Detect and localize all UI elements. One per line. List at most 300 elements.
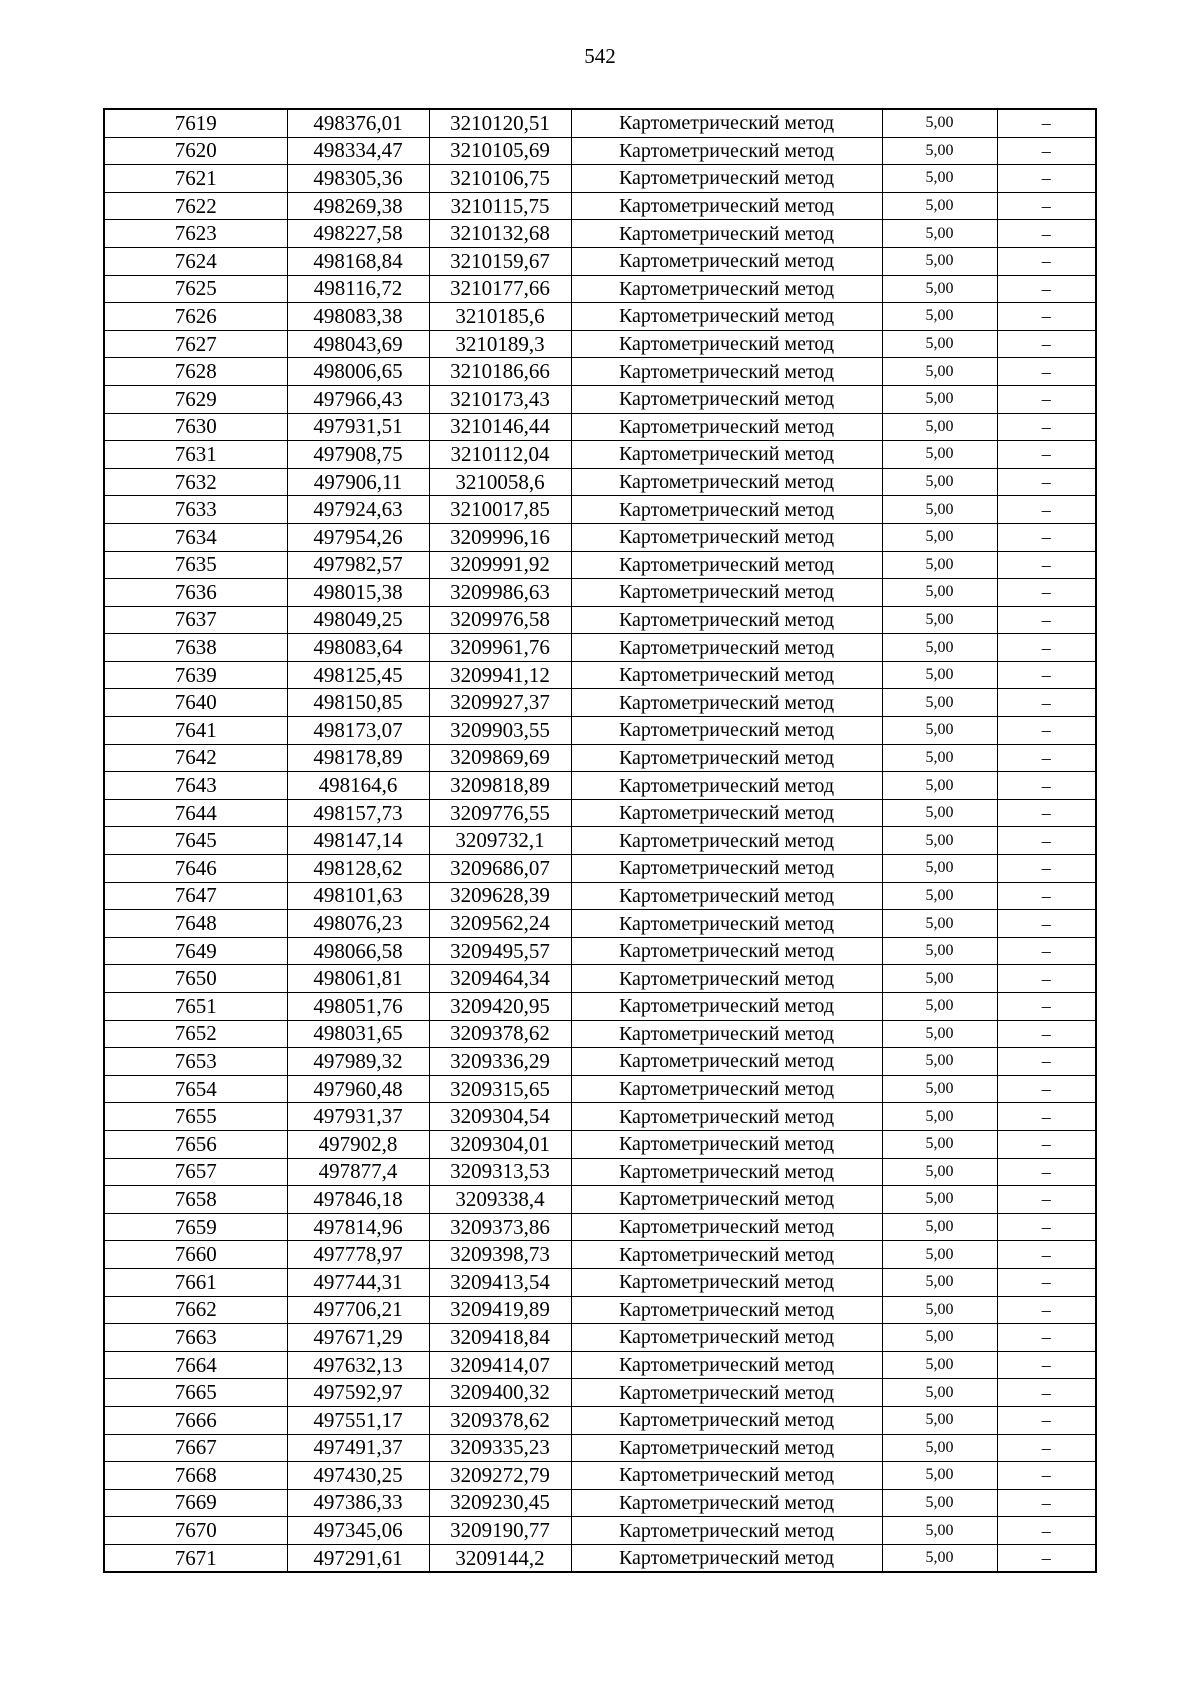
extra-cell: – <box>997 799 1096 827</box>
table-row <box>104 827 1096 855</box>
x-coordinate-cell: 497924,63 <box>287 496 429 524</box>
point-number-cell: 7662 <box>104 1296 287 1324</box>
x-coordinate-cell: 498083,38 <box>287 303 429 331</box>
table-row <box>104 855 1096 883</box>
method-cell: Картометрический метод <box>571 579 882 607</box>
point-number-cell: 7644 <box>104 799 287 827</box>
y-coordinate-cell: 3209313,53 <box>429 1158 571 1186</box>
method-cell: Картометрический метод <box>571 441 882 469</box>
point-number-cell: 7656 <box>104 1130 287 1158</box>
extra-cell: – <box>997 1379 1096 1407</box>
point-number-cell: 7636 <box>104 579 287 607</box>
x-coordinate-cell: 498128,62 <box>287 855 429 883</box>
table-row <box>104 1351 1096 1379</box>
table-row <box>104 137 1096 165</box>
x-coordinate-cell: 498061,81 <box>287 965 429 993</box>
extra-cell: – <box>997 1186 1096 1214</box>
method-cell: Картометрический метод <box>571 303 882 331</box>
x-coordinate-cell: 497345,06 <box>287 1517 429 1545</box>
point-number-cell: 7641 <box>104 717 287 745</box>
point-number-cell: 7659 <box>104 1213 287 1241</box>
table-row <box>104 1020 1096 1048</box>
table-row <box>104 496 1096 524</box>
method-cell: Картометрический метод <box>571 1186 882 1214</box>
y-coordinate-cell: 3209272,79 <box>429 1462 571 1490</box>
extra-cell: – <box>997 275 1096 303</box>
method-cell: Картометрический метод <box>571 109 882 137</box>
table-row <box>104 799 1096 827</box>
y-coordinate-cell: 3209686,07 <box>429 855 571 883</box>
y-coordinate-cell: 3210146,44 <box>429 413 571 441</box>
table-row <box>104 689 1096 717</box>
x-coordinate-cell: 497592,97 <box>287 1379 429 1407</box>
method-cell: Картометрический метод <box>571 1296 882 1324</box>
accuracy-cell: 5,00 <box>882 772 997 800</box>
accuracy-cell: 5,00 <box>882 109 997 137</box>
point-number-cell: 7624 <box>104 247 287 275</box>
extra-cell: – <box>997 993 1096 1021</box>
method-cell: Картометрический метод <box>571 220 882 248</box>
method-cell: Картометрический метод <box>571 717 882 745</box>
y-coordinate-cell: 3209941,12 <box>429 661 571 689</box>
point-number-cell: 7630 <box>104 413 287 441</box>
y-coordinate-cell: 3209144,2 <box>429 1544 571 1572</box>
y-coordinate-cell: 3209400,32 <box>429 1379 571 1407</box>
extra-cell: – <box>997 220 1096 248</box>
table-row <box>104 1434 1096 1462</box>
point-number-cell: 7620 <box>104 137 287 165</box>
y-coordinate-cell: 3210173,43 <box>429 385 571 413</box>
method-cell: Картометрический метод <box>571 330 882 358</box>
method-cell: Картометрический метод <box>571 634 882 662</box>
method-cell: Картометрический метод <box>571 137 882 165</box>
accuracy-cell: 5,00 <box>882 1324 997 1352</box>
method-cell: Картометрический метод <box>571 772 882 800</box>
table-row <box>104 523 1096 551</box>
method-cell: Картометрический метод <box>571 1351 882 1379</box>
point-number-cell: 7661 <box>104 1268 287 1296</box>
accuracy-cell: 5,00 <box>882 1186 997 1214</box>
accuracy-cell: 5,00 <box>882 275 997 303</box>
x-coordinate-cell: 497846,18 <box>287 1186 429 1214</box>
point-number-cell: 7655 <box>104 1103 287 1131</box>
x-coordinate-cell: 497291,61 <box>287 1544 429 1572</box>
y-coordinate-cell: 3209373,86 <box>429 1213 571 1241</box>
y-coordinate-cell: 3209418,84 <box>429 1324 571 1352</box>
x-coordinate-cell: 497491,37 <box>287 1434 429 1462</box>
table-row <box>104 468 1096 496</box>
x-coordinate-cell: 497814,96 <box>287 1213 429 1241</box>
y-coordinate-cell: 3209413,54 <box>429 1268 571 1296</box>
y-coordinate-cell: 3209190,77 <box>429 1517 571 1545</box>
accuracy-cell: 5,00 <box>882 661 997 689</box>
method-cell: Картометрический метод <box>571 1489 882 1517</box>
table-row <box>104 1158 1096 1186</box>
point-number-cell: 7654 <box>104 1075 287 1103</box>
extra-cell: – <box>997 1158 1096 1186</box>
accuracy-cell: 5,00 <box>882 1379 997 1407</box>
extra-cell: – <box>997 1434 1096 1462</box>
method-cell: Картометрический метод <box>571 247 882 275</box>
table-row <box>104 247 1096 275</box>
method-cell: Картометрический метод <box>571 192 882 220</box>
x-coordinate-cell: 497877,4 <box>287 1158 429 1186</box>
point-number-cell: 7645 <box>104 827 287 855</box>
method-cell: Картометрический метод <box>571 1213 882 1241</box>
point-number-cell: 7658 <box>104 1186 287 1214</box>
accuracy-cell: 5,00 <box>882 855 997 883</box>
table-row <box>104 993 1096 1021</box>
table-row <box>104 1268 1096 1296</box>
y-coordinate-cell: 3209996,16 <box>429 523 571 551</box>
x-coordinate-cell: 498376,01 <box>287 109 429 137</box>
y-coordinate-cell: 3209230,45 <box>429 1489 571 1517</box>
y-coordinate-cell: 3209961,76 <box>429 634 571 662</box>
extra-cell: – <box>997 330 1096 358</box>
x-coordinate-cell: 497931,51 <box>287 413 429 441</box>
accuracy-cell: 5,00 <box>882 827 997 855</box>
method-cell: Картометрический метод <box>571 827 882 855</box>
extra-cell: – <box>997 1517 1096 1545</box>
extra-cell: – <box>997 772 1096 800</box>
table-row <box>104 744 1096 772</box>
x-coordinate-cell: 498305,36 <box>287 165 429 193</box>
table-row <box>104 1324 1096 1352</box>
y-coordinate-cell: 3209991,92 <box>429 551 571 579</box>
accuracy-cell: 5,00 <box>882 1544 997 1572</box>
y-coordinate-cell: 3210177,66 <box>429 275 571 303</box>
method-cell: Картометрический метод <box>571 1379 882 1407</box>
point-number-cell: 7664 <box>104 1351 287 1379</box>
accuracy-cell: 5,00 <box>882 330 997 358</box>
accuracy-cell: 5,00 <box>882 606 997 634</box>
y-coordinate-cell: 3209419,89 <box>429 1296 571 1324</box>
point-number-cell: 7660 <box>104 1241 287 1269</box>
point-number-cell: 7637 <box>104 606 287 634</box>
x-coordinate-cell: 498157,73 <box>287 799 429 827</box>
table-row <box>104 1075 1096 1103</box>
method-cell: Картометрический метод <box>571 1020 882 1048</box>
extra-cell: – <box>997 137 1096 165</box>
extra-cell: – <box>997 1324 1096 1352</box>
x-coordinate-cell: 497966,43 <box>287 385 429 413</box>
y-coordinate-cell: 3210189,3 <box>429 330 571 358</box>
x-coordinate-cell: 498083,64 <box>287 634 429 662</box>
x-coordinate-cell: 498015,38 <box>287 579 429 607</box>
accuracy-cell: 5,00 <box>882 993 997 1021</box>
x-coordinate-cell: 498178,89 <box>287 744 429 772</box>
y-coordinate-cell: 3209562,24 <box>429 910 571 938</box>
accuracy-cell: 5,00 <box>882 1296 997 1324</box>
x-coordinate-cell: 498269,38 <box>287 192 429 220</box>
point-number-cell: 7626 <box>104 303 287 331</box>
extra-cell: – <box>997 165 1096 193</box>
table-row <box>104 1489 1096 1517</box>
method-cell: Картометрический метод <box>571 551 882 579</box>
accuracy-cell: 5,00 <box>882 165 997 193</box>
x-coordinate-cell: 497906,11 <box>287 468 429 496</box>
accuracy-cell: 5,00 <box>882 247 997 275</box>
table-row <box>104 965 1096 993</box>
method-cell: Картометрический метод <box>571 413 882 441</box>
point-number-cell: 7650 <box>104 965 287 993</box>
coordinates-table-body <box>104 109 1096 1572</box>
accuracy-cell: 5,00 <box>882 1351 997 1379</box>
x-coordinate-cell: 497706,21 <box>287 1296 429 1324</box>
method-cell: Картометрический метод <box>571 1324 882 1352</box>
table-row <box>104 579 1096 607</box>
point-number-cell: 7671 <box>104 1544 287 1572</box>
method-cell: Картометрический метод <box>571 606 882 634</box>
method-cell: Картометрический метод <box>571 1075 882 1103</box>
method-cell: Картометрический метод <box>571 1544 882 1572</box>
extra-cell: – <box>997 1130 1096 1158</box>
accuracy-cell: 5,00 <box>882 413 997 441</box>
x-coordinate-cell: 498031,65 <box>287 1020 429 1048</box>
method-cell: Картометрический метод <box>571 882 882 910</box>
point-number-cell: 7623 <box>104 220 287 248</box>
method-cell: Картометрический метод <box>571 1048 882 1076</box>
extra-cell: – <box>997 1241 1096 1269</box>
x-coordinate-cell: 497430,25 <box>287 1462 429 1490</box>
x-coordinate-cell: 498049,25 <box>287 606 429 634</box>
y-coordinate-cell: 3209335,23 <box>429 1434 571 1462</box>
table-row <box>104 358 1096 386</box>
extra-cell: – <box>997 1489 1096 1517</box>
accuracy-cell: 5,00 <box>882 220 997 248</box>
table-row <box>104 220 1096 248</box>
x-coordinate-cell: 497744,31 <box>287 1268 429 1296</box>
accuracy-cell: 5,00 <box>882 137 997 165</box>
method-cell: Картометрический метод <box>571 1130 882 1158</box>
table-row <box>104 1186 1096 1214</box>
point-number-cell: 7653 <box>104 1048 287 1076</box>
extra-cell: – <box>997 1544 1096 1572</box>
point-number-cell: 7619 <box>104 109 287 137</box>
point-number-cell: 7638 <box>104 634 287 662</box>
point-number-cell: 7670 <box>104 1517 287 1545</box>
table-row <box>104 882 1096 910</box>
x-coordinate-cell: 498125,45 <box>287 661 429 689</box>
point-number-cell: 7663 <box>104 1324 287 1352</box>
point-number-cell: 7643 <box>104 772 287 800</box>
extra-cell: – <box>997 1296 1096 1324</box>
accuracy-cell: 5,00 <box>882 1075 997 1103</box>
x-coordinate-cell: 498101,63 <box>287 882 429 910</box>
y-coordinate-cell: 3209732,1 <box>429 827 571 855</box>
extra-cell: – <box>997 551 1096 579</box>
y-coordinate-cell: 3209304,54 <box>429 1103 571 1131</box>
y-coordinate-cell: 3210106,75 <box>429 165 571 193</box>
method-cell: Картометрический метод <box>571 661 882 689</box>
table-row <box>104 1379 1096 1407</box>
accuracy-cell: 5,00 <box>882 744 997 772</box>
x-coordinate-cell: 498164,6 <box>287 772 429 800</box>
accuracy-cell: 5,00 <box>882 523 997 551</box>
table-row <box>104 1241 1096 1269</box>
y-coordinate-cell: 3210120,51 <box>429 109 571 137</box>
y-coordinate-cell: 3209420,95 <box>429 993 571 1021</box>
table-row <box>104 1544 1096 1572</box>
y-coordinate-cell: 3210186,66 <box>429 358 571 386</box>
table-row <box>104 109 1096 137</box>
point-number-cell: 7649 <box>104 937 287 965</box>
table-row <box>104 1213 1096 1241</box>
y-coordinate-cell: 3209315,65 <box>429 1075 571 1103</box>
table-row <box>104 910 1096 938</box>
point-number-cell: 7621 <box>104 165 287 193</box>
extra-cell: – <box>997 717 1096 745</box>
point-number-cell: 7640 <box>104 689 287 717</box>
accuracy-cell: 5,00 <box>882 910 997 938</box>
y-coordinate-cell: 3209818,89 <box>429 772 571 800</box>
accuracy-cell: 5,00 <box>882 496 997 524</box>
point-number-cell: 7666 <box>104 1406 287 1434</box>
table-row <box>104 634 1096 662</box>
point-number-cell: 7634 <box>104 523 287 551</box>
extra-cell: – <box>997 661 1096 689</box>
point-number-cell: 7651 <box>104 993 287 1021</box>
x-coordinate-cell: 498066,58 <box>287 937 429 965</box>
method-cell: Картометрический метод <box>571 993 882 1021</box>
extra-cell: – <box>997 1020 1096 1048</box>
y-coordinate-cell: 3210159,67 <box>429 247 571 275</box>
extra-cell: – <box>997 937 1096 965</box>
extra-cell: – <box>997 910 1096 938</box>
accuracy-cell: 5,00 <box>882 303 997 331</box>
accuracy-cell: 5,00 <box>882 1268 997 1296</box>
accuracy-cell: 5,00 <box>882 358 997 386</box>
method-cell: Картометрический метод <box>571 1434 882 1462</box>
table-row <box>104 551 1096 579</box>
method-cell: Картометрический метод <box>571 855 882 883</box>
table-row <box>104 1130 1096 1158</box>
extra-cell: – <box>997 358 1096 386</box>
method-cell: Картометрический метод <box>571 799 882 827</box>
method-cell: Картометрический метод <box>571 1406 882 1434</box>
accuracy-cell: 5,00 <box>882 385 997 413</box>
table-row <box>104 385 1096 413</box>
x-coordinate-cell: 497551,17 <box>287 1406 429 1434</box>
y-coordinate-cell: 3209927,37 <box>429 689 571 717</box>
extra-cell: – <box>997 385 1096 413</box>
accuracy-cell: 5,00 <box>882 634 997 662</box>
y-coordinate-cell: 3209776,55 <box>429 799 571 827</box>
accuracy-cell: 5,00 <box>882 799 997 827</box>
y-coordinate-cell: 3209378,62 <box>429 1020 571 1048</box>
extra-cell: – <box>997 634 1096 662</box>
table-row <box>104 1103 1096 1131</box>
extra-cell: – <box>997 855 1096 883</box>
x-coordinate-cell: 497908,75 <box>287 441 429 469</box>
extra-cell: – <box>997 827 1096 855</box>
y-coordinate-cell: 3209464,34 <box>429 965 571 993</box>
method-cell: Картометрический метод <box>571 1517 882 1545</box>
method-cell: Картометрический метод <box>571 496 882 524</box>
method-cell: Картометрический метод <box>571 523 882 551</box>
y-coordinate-cell: 3209869,69 <box>429 744 571 772</box>
method-cell: Картометрический метод <box>571 275 882 303</box>
extra-cell: – <box>997 496 1096 524</box>
point-number-cell: 7665 <box>104 1379 287 1407</box>
y-coordinate-cell: 3209338,4 <box>429 1186 571 1214</box>
x-coordinate-cell: 497902,8 <box>287 1130 429 1158</box>
point-number-cell: 7635 <box>104 551 287 579</box>
method-cell: Картометрический метод <box>571 358 882 386</box>
accuracy-cell: 5,00 <box>882 1158 997 1186</box>
point-number-cell: 7633 <box>104 496 287 524</box>
point-number-cell: 7627 <box>104 330 287 358</box>
y-coordinate-cell: 3210058,6 <box>429 468 571 496</box>
table-row <box>104 441 1096 469</box>
x-coordinate-cell: 498150,85 <box>287 689 429 717</box>
method-cell: Картометрический метод <box>571 1462 882 1490</box>
extra-cell: – <box>997 1213 1096 1241</box>
accuracy-cell: 5,00 <box>882 965 997 993</box>
extra-cell: – <box>997 1462 1096 1490</box>
y-coordinate-cell: 3209414,07 <box>429 1351 571 1379</box>
point-number-cell: 7639 <box>104 661 287 689</box>
accuracy-cell: 5,00 <box>882 882 997 910</box>
x-coordinate-cell: 498168,84 <box>287 247 429 275</box>
table-row <box>104 661 1096 689</box>
y-coordinate-cell: 3209986,63 <box>429 579 571 607</box>
y-coordinate-cell: 3209628,39 <box>429 882 571 910</box>
accuracy-cell: 5,00 <box>882 468 997 496</box>
point-number-cell: 7652 <box>104 1020 287 1048</box>
y-coordinate-cell: 3209495,57 <box>429 937 571 965</box>
y-coordinate-cell: 3209398,73 <box>429 1241 571 1269</box>
method-cell: Картометрический метод <box>571 689 882 717</box>
table-row <box>104 165 1096 193</box>
table-row <box>104 413 1096 441</box>
x-coordinate-cell: 497386,33 <box>287 1489 429 1517</box>
y-coordinate-cell: 3210185,6 <box>429 303 571 331</box>
method-cell: Картометрический метод <box>571 1268 882 1296</box>
x-coordinate-cell: 498043,69 <box>287 330 429 358</box>
accuracy-cell: 5,00 <box>882 717 997 745</box>
accuracy-cell: 5,00 <box>882 1103 997 1131</box>
x-coordinate-cell: 497982,57 <box>287 551 429 579</box>
point-number-cell: 7628 <box>104 358 287 386</box>
table-row <box>104 303 1096 331</box>
accuracy-cell: 5,00 <box>882 579 997 607</box>
coordinates-table <box>103 108 1097 1573</box>
y-coordinate-cell: 3209903,55 <box>429 717 571 745</box>
extra-cell: – <box>997 1406 1096 1434</box>
extra-cell: – <box>997 689 1096 717</box>
table-row <box>104 717 1096 745</box>
extra-cell: – <box>997 1048 1096 1076</box>
accuracy-cell: 5,00 <box>882 1489 997 1517</box>
method-cell: Картометрический метод <box>571 1241 882 1269</box>
method-cell: Картометрический метод <box>571 165 882 193</box>
extra-cell: – <box>997 1075 1096 1103</box>
table-row <box>104 772 1096 800</box>
x-coordinate-cell: 497778,97 <box>287 1241 429 1269</box>
accuracy-cell: 5,00 <box>882 1241 997 1269</box>
accuracy-cell: 5,00 <box>882 192 997 220</box>
accuracy-cell: 5,00 <box>882 1406 997 1434</box>
extra-cell: – <box>997 441 1096 469</box>
point-number-cell: 7647 <box>104 882 287 910</box>
point-number-cell: 7631 <box>104 441 287 469</box>
x-coordinate-cell: 497960,48 <box>287 1075 429 1103</box>
table-row <box>104 275 1096 303</box>
table-row <box>104 192 1096 220</box>
point-number-cell: 7646 <box>104 855 287 883</box>
x-coordinate-cell: 498227,58 <box>287 220 429 248</box>
